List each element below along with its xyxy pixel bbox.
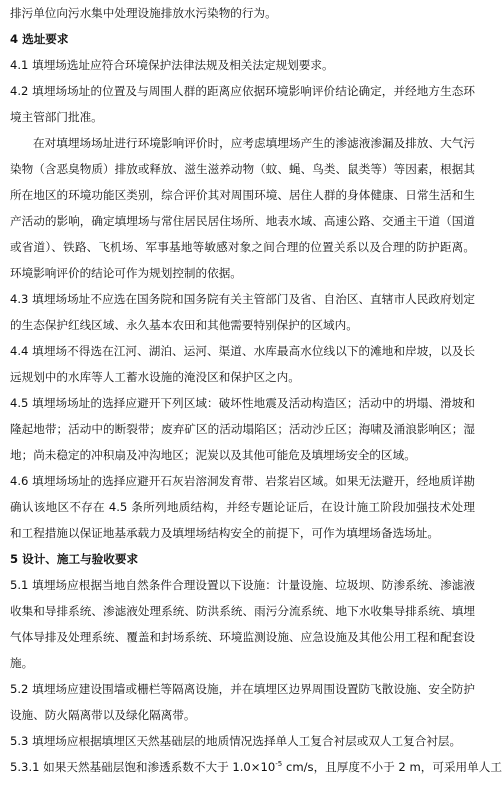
section-heading-5: 5 设计、施工与验收要求 (10, 552, 139, 566)
paragraph-4-4: 4.4 填埋场不得选在江河、湖泊、运河、渠道、水库最高水位线以下的滩地和岸坡，以及长远规划中的水库等人工蓄水设施的淹没区和保护区之内。 (10, 344, 475, 384)
paragraph-5-1: 5.1 填埋场应根据当地自然条件合理设置以下设施：计量设施、垃圾坝、防渗系统、渗滤液收集和导排系统、渗滤液处理系统、防洪系统、雨污分流系统、地下水收集导排系统、填埋气体导排及处理系统、覆盖和封场系统、环境监测设施、应急设施及其他公用工程和配套设施。 (10, 578, 475, 670)
paragraph-4-1: 4.1 填埋场选址应符合环境保护法律法规及相关法定规划要求。 (10, 58, 334, 72)
paragraph-5-3-1-text-a: 5.3.1 如果天然基础层饱和渗透系数不大于 1.0×10 (10, 760, 276, 774)
paragraph-5-2: 5.2 填埋场应建设围墙或栅栏等隔离设施，并在填埋区边界周围设置防飞散设施、安全防护设施、防火隔离带以及绿化隔离带。 (10, 682, 475, 722)
section-heading-4: 4 选址要求 (10, 32, 69, 46)
paragraph-4-2-detail: 在对填埋场场址进行环境影响评价时，应考虑填埋场产生的渗滤液渗漏及排放、大气污染物（含恶臭物质）排放或释放、滋生滋养动物（蚊、蝇、鸟类、鼠类等）等因素，根据其所在地区的环境功能区类别，综合评价其对周围环境、居住人群的身体健康、日常生活和生产活动的影响，确定填埋场与常住居民居住场所、地表水域、高速公路、交通主干道（国道或省道）、铁路、飞机场、军事基地等敏感对象之间合理的位置关系以及合理的防护距离。环境影响评价的结论可作为规划控制的依据。 (10, 136, 475, 280)
paragraph-5-3-1 (10, 754, 502, 780)
paragraph-4-5: 4.5 填埋场场址的选择应避开下列区域：破坏性地震及活动构造区；活动中的坍塌、滑坡和隆起地带；活动中的断裂带；废弃矿区的活动塌陷区；活动沙丘区；海啸及涌浪影响区；湿地；尚未稳定的冲积扇及冲沟地区；泥炭以及其他可能危及填埋场安全的区域。 (10, 396, 475, 462)
paragraph-4-3: 4.3 填埋场场址不应选在国务院和国务院有关主管部门及省、自治区、直辖市人民政府划定的生态保护红线区域、永久基本农田和其他需要特别保护的区域内。 (10, 292, 475, 332)
paragraph-4-6: 4.6 填埋场场址的选择应避开石灰岩溶洞发育带、岩浆岩区域。如果无法避开，经地质详勘确认该地区不存在 4.5 条所列地质结构，并经专题论证后，在设计施工阶段加强技术处理和工程措施以保证地基承载力及填埋场结构安全的前提下，可作为填埋场备选场址。 (10, 474, 475, 540)
paragraph-4-2: 4.2 填埋场场址的位置及与周围人群的距离应依据环境影响评价结论确定，并经地方生态环境主管部门批准。 (10, 84, 475, 124)
paragraph-5-3-1-text-b: cm/s，且厚度不小于 2 m，可采用单人工 (282, 760, 502, 774)
exponent: -5 (275, 760, 283, 769)
paragraph-intro: 排污单位向污水集中处理设施排放水污染物的行为。 (10, 6, 277, 20)
paragraph-5-3: 5.3 填埋场应根据填埋区天然基础层的地质情况选择单人工复合衬层或双人工复合衬层。 (10, 734, 462, 748)
